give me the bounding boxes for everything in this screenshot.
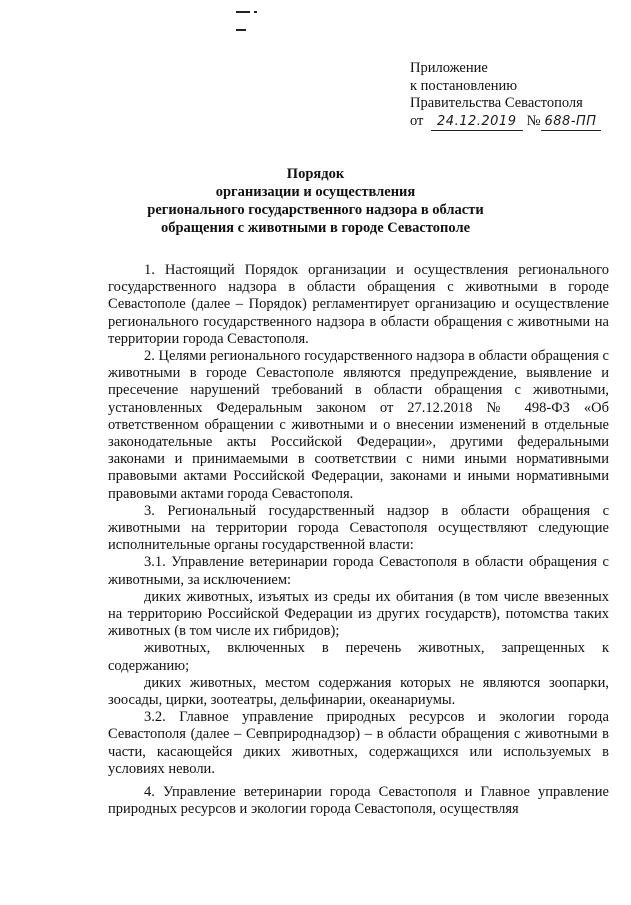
appendix-header [410,60,601,131]
paragraph-exclusion-2: животных, включенных в перечень животных, запрещенных к содержанию; [108,640,609,674]
paragraph-1: 1. Настоящий Порядок организации и осуществления регионального государственного надзора в области обращения с животными в городе Севастополе (далее – Порядок) регламентирует организацию и осуществление регионального государственного надзора в области обращения с животными на территории города Севастополя. [108,262,609,347]
title-line-2: организации и осуществления [215,184,416,200]
handwritten-number: 688-ПП [541,113,601,132]
paragraph-3-1: 3.1. Управление ветеринарии города Севастополя в области обращения с животными, за исключением: [108,554,609,588]
from-label: от [410,112,424,129]
handwritten-date: 24.12.2019 [431,113,523,132]
title-line-4: обращения с животными в городе Севастополе [160,220,471,236]
title-line-1: Порядок [286,166,345,182]
paragraph-3-2: 3.2. Главное управление природных ресурсов и экологии города Севастополя (далее – Севприроднадзор) – в области обращения с животными в части, касающейся диких животных, содержащихся или используемых в условиях неволи. [108,709,609,777]
document-body [108,262,609,819]
title-line-3: регионального государственного надзора в области [147,202,484,218]
appendix-line-1: Приложение [410,60,488,76]
paragraph-2: 2. Целями регионального государственного надзора в области обращения с животными в городе Севастополе являются предупреждение, выявление и пресечение нарушений требований в области обращения с животными, установленных Федеральным законом от 27.12.2018 № 498-ФЗ «Об ответственном обращении с животными и о внесении изменений в отдельные законодательные акты Российской Федерации», другими федеральными законами и принимаемыми в соответствии с ними иными нормативными правовыми актами Российской Федерации, законами и иными нормативными правовыми актами города Севастополя. [108,348,609,502]
appendix-line-3: Правительства Севастополя [410,95,583,111]
appendix-date-line [410,113,601,132]
paragraph-4: 4. Управление ветеринарии города Севастополя и Главное управление природных ресурсов и экологии города Севастополя, осуществляя [108,784,609,818]
appendix-line-2: к постановлению [410,77,518,94]
number-prefix: № [526,112,541,129]
document-title [0,165,631,237]
paragraph-exclusion-3: диких животных, местом содержания которых не являются зоопарки, зоосады, цирки, зоотеатры, дельфинарии, океанариумы. [108,674,609,709]
scan-artifact-mark [236,0,274,3]
paragraph-exclusion-1: диких животных, изъятых из среды их обитания (в том числе ввезенных на территорию Российской Федерации из других государств), потомства таких животных (в том числе их гибридов); [108,588,609,640]
paragraph-3: 3. Региональный государственный надзор в области обращения с животными на территории города Севастополя осуществляют следующие исполнительные органы государственной власти: [108,502,609,554]
